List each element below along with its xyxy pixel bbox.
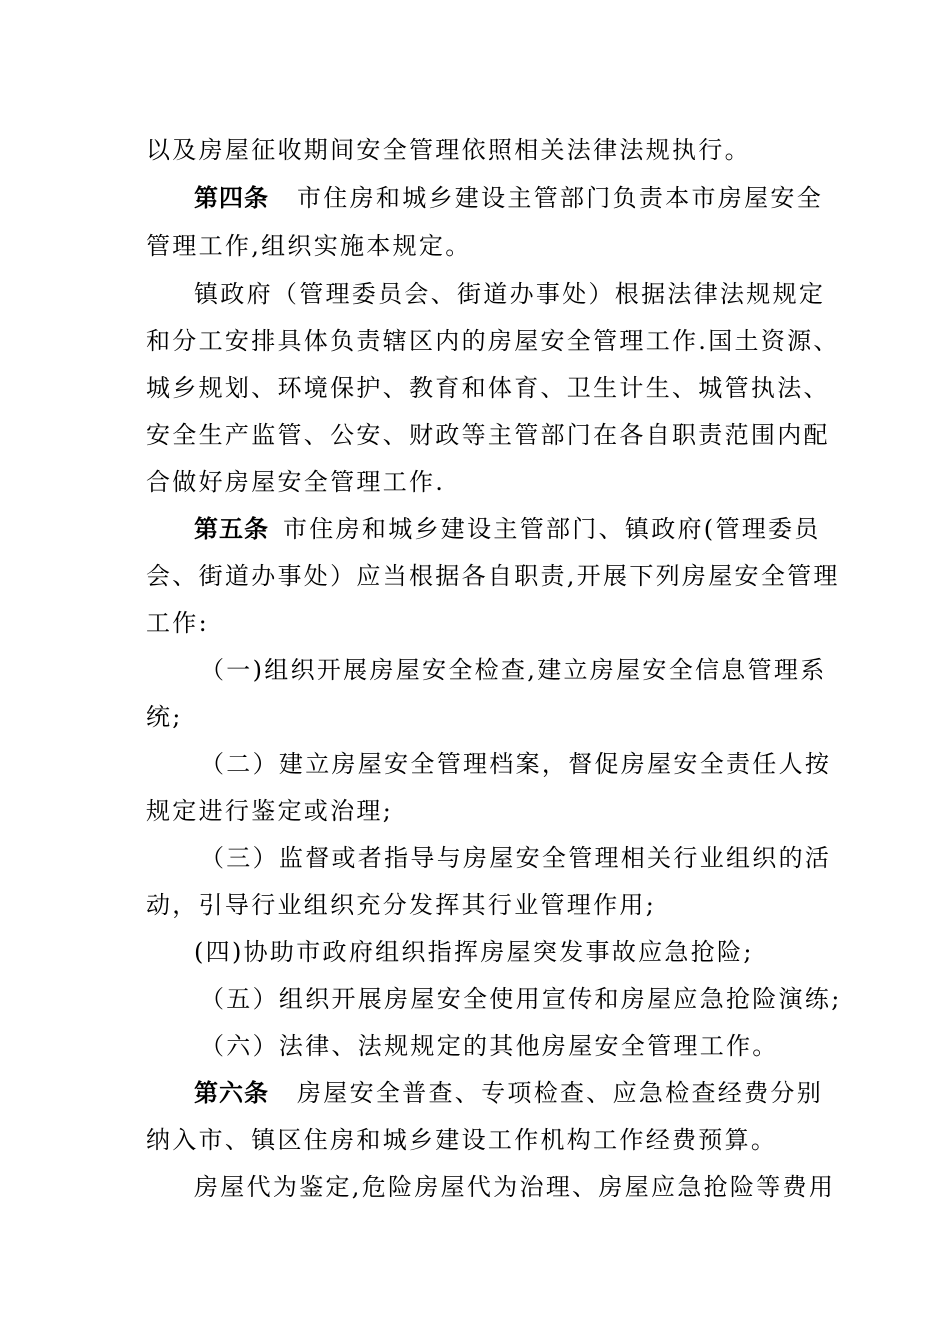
- article-5-line: [194, 514, 821, 544]
- list-item-6: （六）法律、法规规定的其他房屋安全管理工作。: [200, 1032, 779, 1060]
- list-item-3: （三）监督或者指导与房屋安全管理相关行业组织的活: [200, 844, 832, 872]
- text-line: 合做好房屋安全管理工作.: [146, 468, 446, 496]
- text-line: 城乡规划、环境保护、教育和体育、卫生计生、城管执法、: [146, 374, 830, 402]
- list-item-4: (四)协助市政府组织指挥房屋突发事故应急抢险;: [194, 938, 754, 966]
- text-line: 和分工安排具体负责辖区内的房屋安全管理工作.国土资源、: [146, 327, 840, 355]
- text-line: 统;: [146, 703, 183, 731]
- text-line: 市住房和城乡建设主管部门负责本市房屋安全: [297, 184, 823, 212]
- text-line: 安全生产监管、公安、财政等主管部门在各自职责范围内配: [146, 421, 830, 449]
- article-4-heading: 第四条: [194, 184, 269, 212]
- list-item-1: （一)组织开展房屋安全检查,建立房屋安全信息管理系: [200, 656, 827, 684]
- text-line: 镇政府（管理委员会、街道办事处）根据法律法规规定: [194, 280, 826, 308]
- text-line: 以及房屋征收期间安全管理依照相关法律法规执行。: [146, 136, 751, 164]
- text-line: 纳入市、镇区住房和城乡建设工作机构工作经费预算。: [146, 1126, 778, 1154]
- article-4-line: [194, 183, 823, 213]
- text-line: 会、街道办事处）应当根据各自职责,开展下列房屋安全管理: [146, 562, 840, 590]
- text-line: 市住房和城乡建设主管部门、镇政府(管理委员: [283, 515, 821, 543]
- text-line: 管理工作,组织实施本规定。: [146, 232, 472, 260]
- text-line: 房屋安全普查、专项检查、应急检查经费分别: [297, 1079, 823, 1107]
- article-6-line: [194, 1078, 823, 1108]
- list-item-5: （五）组织开展房屋安全使用宣传和房屋应急抢险演练;: [200, 985, 842, 1013]
- list-item-2: （二）建立房屋安全管理档案，督促房屋安全责任人按: [200, 750, 832, 778]
- text-line: 工作:: [146, 609, 209, 637]
- article-6-heading: 第六条: [194, 1079, 269, 1107]
- text-line: 规定进行鉴定或治理;: [146, 797, 394, 825]
- text-line: 动，引导行业组织充分发挥其行业管理作用;: [146, 891, 657, 919]
- article-5-heading: 第五条: [194, 515, 269, 543]
- text-line: 房屋代为鉴定,危险房屋代为治理、房屋应急抢险等费用: [194, 1173, 836, 1201]
